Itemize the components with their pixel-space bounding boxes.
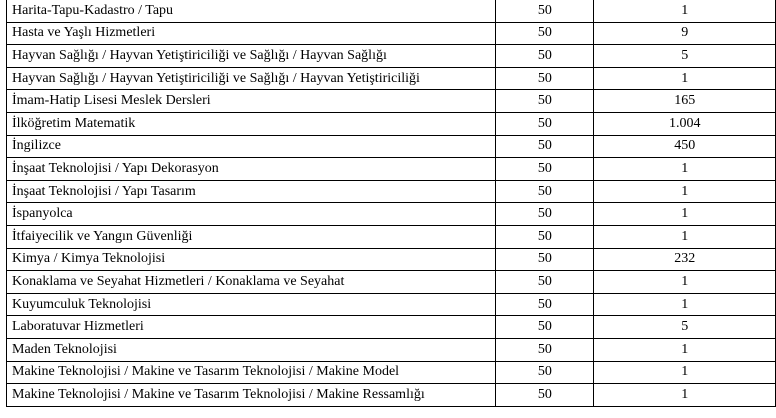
data-table: [6, 0, 776, 407]
table-row: [7, 203, 776, 226]
row-field-name: Kuyumculuk Teknolojisi: [7, 293, 496, 316]
table-row: [7, 90, 776, 113]
row-count: 1: [594, 180, 776, 203]
row-quota: 50: [496, 248, 594, 271]
row-count: 1: [594, 158, 776, 181]
row-quota: 50: [496, 338, 594, 361]
row-count: 1: [594, 225, 776, 248]
row-field-name: Makine Teknolojisi / Makine ve Tasarım Teknolojisi / Makine Model: [7, 361, 496, 384]
row-field-name: Maden Teknolojisi: [7, 338, 496, 361]
row-quota: 50: [496, 90, 594, 113]
row-quota: 50: [496, 316, 594, 339]
row-field-name: Harita-Tapu-Kadastro / Tapu: [7, 0, 496, 22]
row-field-name: İnşaat Teknolojisi / Yapı Dekorasyon: [7, 158, 496, 181]
row-field-name: İspanyolca: [7, 203, 496, 226]
row-count: 1: [594, 293, 776, 316]
row-field-name: İngilizce: [7, 135, 496, 158]
table-row: [7, 112, 776, 135]
row-count: 1: [594, 361, 776, 384]
table-row: [7, 135, 776, 158]
row-count: 9: [594, 22, 776, 45]
row-quota: 50: [496, 293, 594, 316]
row-quota: 50: [496, 158, 594, 181]
table-row: [7, 180, 776, 203]
table-row: [7, 361, 776, 384]
table-row: [7, 67, 776, 90]
row-field-name: Hasta ve Yaşlı Hizmetleri: [7, 22, 496, 45]
row-quota: 50: [496, 0, 594, 22]
row-field-name: Kimya / Kimya Teknolojisi: [7, 248, 496, 271]
row-quota: 50: [496, 203, 594, 226]
row-quota: 50: [496, 45, 594, 68]
table-row: [7, 158, 776, 181]
row-field-name: Laboratuvar Hizmetleri: [7, 316, 496, 339]
row-count: 5: [594, 45, 776, 68]
table-row: [7, 22, 776, 45]
row-quota: 50: [496, 180, 594, 203]
table-row: [7, 248, 776, 271]
table-body: [7, 0, 776, 406]
row-count: 450: [594, 135, 776, 158]
row-quota: 50: [496, 225, 594, 248]
table-row: [7, 316, 776, 339]
table-row: [7, 293, 776, 316]
table-row: [7, 271, 776, 294]
row-count: 1: [594, 271, 776, 294]
table-row: [7, 45, 776, 68]
row-field-name: İnşaat Teknolojisi / Yapı Tasarım: [7, 180, 496, 203]
row-quota: 50: [496, 22, 594, 45]
row-count: 232: [594, 248, 776, 271]
row-field-name: Hayvan Sağlığı / Hayvan Yetiştiriciliği ve Sağlığı / Hayvan Yetiştiriciliği: [7, 67, 496, 90]
row-quota: 50: [496, 135, 594, 158]
row-count: 1: [594, 384, 776, 407]
row-quota: 50: [496, 67, 594, 90]
row-count: 1: [594, 67, 776, 90]
table-row: [7, 225, 776, 248]
table-row: [7, 0, 776, 22]
row-count: 5: [594, 316, 776, 339]
row-field-name: Makine Teknolojisi / Makine ve Tasarım Teknolojisi / Makine Ressamlığı: [7, 384, 496, 407]
row-count: 1: [594, 338, 776, 361]
table-row: [7, 384, 776, 407]
row-quota: 50: [496, 384, 594, 407]
row-quota: 50: [496, 271, 594, 294]
row-field-name: İlköğretim Matematik: [7, 112, 496, 135]
row-count: 1.004: [594, 112, 776, 135]
row-quota: 50: [496, 361, 594, 384]
row-count: 165: [594, 90, 776, 113]
row-field-name: Konaklama ve Seyahat Hizmetleri / Konaklama ve Seyahat: [7, 271, 496, 294]
row-field-name: Hayvan Sağlığı / Hayvan Yetiştiriciliği ve Sağlığı / Hayvan Sağlığı: [7, 45, 496, 68]
row-field-name: İtfaiyecilik ve Yangın Güvenliği: [7, 225, 496, 248]
row-count: 1: [594, 0, 776, 22]
row-count: 1: [594, 203, 776, 226]
row-quota: 50: [496, 112, 594, 135]
row-field-name: İmam-Hatip Lisesi Meslek Dersleri: [7, 90, 496, 113]
table-row: [7, 338, 776, 361]
